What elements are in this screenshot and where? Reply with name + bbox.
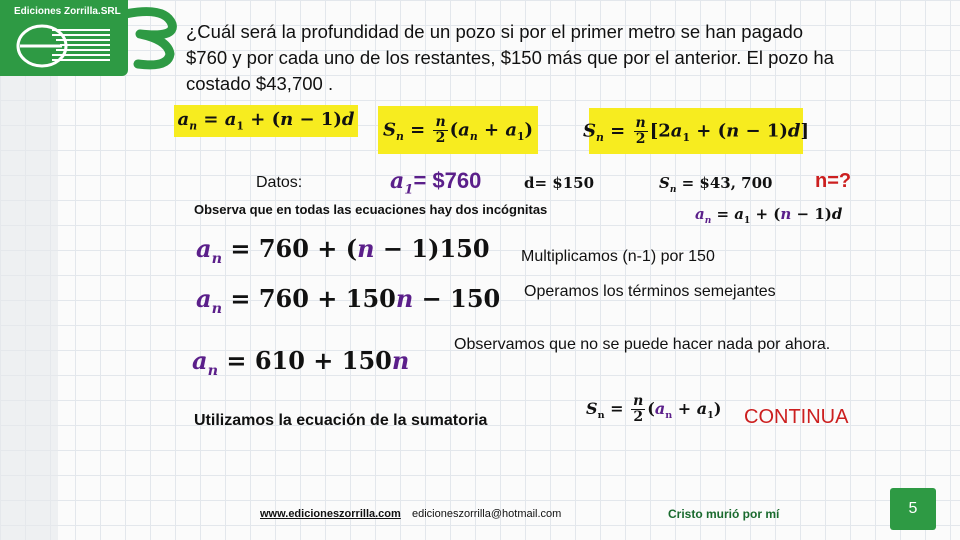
step-2-note: Operamos los términos semejantes (524, 283, 776, 300)
footer-motto: Cristo murió por mí (668, 507, 780, 521)
formula-box-sum-1 (378, 106, 538, 154)
general-term-formula: $a_n = a_1 + (n - 1)d$ (177, 109, 355, 133)
step-1-note: Multiplicamos (n-1) por 150 (521, 248, 715, 265)
sidebar-strip (0, 76, 58, 540)
a1-variable: $a_1$ (390, 168, 414, 198)
datos-label: Datos: (256, 174, 303, 191)
sn-variable: $S_n$ (659, 174, 677, 195)
observa-note: Observa que en todas las ecuaciones hay dos incógnitas (194, 202, 548, 217)
sum-formula-2: $S_n$ = $\frac{n}{2}$ $[2a_1 + (n - 1)d]$ (583, 114, 809, 147)
equation-step-1: $a_n = 760 + (n - 1)150$ (196, 234, 490, 267)
continua-button[interactable]: CONTINUA (744, 406, 849, 428)
decorative-hook-icon (120, 4, 180, 74)
a1-value: = $760 (413, 168, 482, 193)
page-number: 5 (890, 488, 936, 530)
a1-data (390, 168, 481, 197)
formula-box-sum-2 (583, 108, 809, 154)
equation-step-2: $a_n = 760 + 150n - 150$ (196, 284, 501, 317)
d-value: d= $150 (524, 174, 595, 192)
footer-email: edicioneszorrilla@hotmail.com (412, 508, 562, 520)
logo-text: Ediciones Zorrilla.SRL (14, 6, 121, 17)
sn-value: = $43, 700 (681, 174, 773, 192)
sum-formula-small: $S_n$ = $\frac{n}{2}$ $(a_n + a_1)$ (586, 393, 722, 425)
sum-formula-1: $S_n$ = $\frac{n}{2}$ $(a_n + a_1)$ (382, 113, 534, 146)
problem-statement: ¿Cuál será la profundidad de un pozo si por el primer metro se han pagado $760 y por cada uno de los restantes, $150 más que por el anterior. El pozo ha costado $43,700 . (186, 21, 834, 94)
n-unknown: n=? (815, 170, 852, 192)
sumatoria-label: Utilizamos la ecuación de la sumatoria (194, 412, 488, 429)
formula-box-general-term (174, 105, 358, 137)
sn-data (659, 174, 772, 195)
equation-step-3: $a_n = 610 + 150n$ (192, 346, 410, 379)
step-3-note: Observamos que no se puede hacer nada por ahora. (454, 336, 831, 353)
general-term-small: $a_n = a_1 + (n - 1)d$ (695, 205, 843, 226)
logo-mark-icon (12, 20, 112, 70)
footer-website-link[interactable]: www.edicioneszorrilla.com (260, 508, 401, 520)
